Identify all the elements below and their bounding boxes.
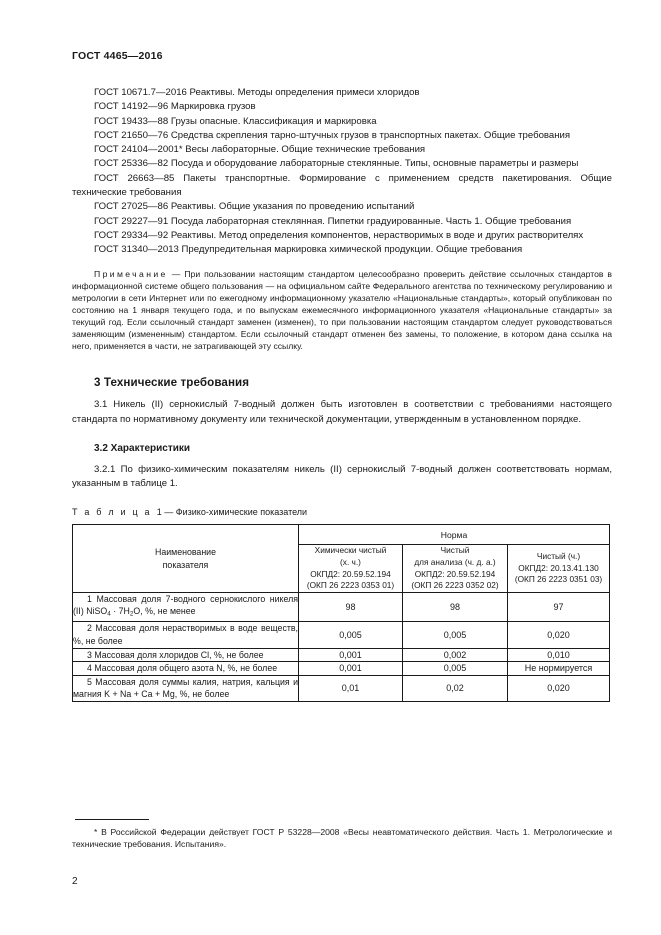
grade-line: для анализа (ч. д. а.) <box>414 557 496 567</box>
table-header-row-group <box>73 525 610 545</box>
table-cell-parameter: 3 Массовая доля хлоридов Cl, %, не более <box>73 648 299 662</box>
table-header-name-line1: Наименование <box>155 547 216 558</box>
table-cell-value: 97 <box>508 592 610 622</box>
param-subscript: 4 <box>107 610 111 618</box>
table-caption-label: Т а б л и ц а <box>72 507 152 518</box>
footnote-text: * В Российской Федерации действует ГОСТ Р 53228—2008 «Весы неавтоматического действия. Часть 1. Метрологические и технические требования. Испытания». <box>72 827 612 850</box>
table-cell-value: 0,02 <box>403 675 508 701</box>
reference-item: ГОСТ 29227—91 Посуда лабораторная стеклянная. Пипетки градуированные. Часть 1. Общие требования <box>94 215 572 227</box>
grade-line: ОКПД2: 20.59.52.194 <box>414 568 496 579</box>
param-text: 1 Массовая доля 7-водного сернокислого никеля (II) NiSO <box>73 593 298 617</box>
note-paragraph <box>72 268 612 353</box>
grade-line: (х. ч.) <box>340 557 361 567</box>
table-cell-value: 98 <box>403 592 508 622</box>
note-label: Примечание <box>94 268 168 279</box>
table-caption-number: 1 <box>156 507 162 518</box>
page-content <box>72 86 612 702</box>
param-subscript: 2 <box>129 610 134 618</box>
grade-line: (ОКП 26 2223 0353 01) <box>306 580 395 591</box>
param-text: O, %, не менее <box>133 606 196 617</box>
reference-item: ГОСТ 10671.7—2016 Реактивы. Методы определения примеси хлоридов <box>94 87 420 98</box>
table-cell-value: 0,010 <box>508 648 610 662</box>
table-cell-value: 0,005 <box>403 622 508 648</box>
grade-line: ОКПД2: 20.13.41.130 <box>518 562 599 573</box>
reference-item: ГОСТ 31340—2013 Предупредительная маркировка химической продукции. Общие требования <box>94 244 523 256</box>
clause-3-2-1: 3.2.1 По физико-химическим показателям никель (II) сернокислый 7-водный должен соответствовать нормам, указанным в таблице 1. <box>72 463 612 490</box>
reference-item: ГОСТ 21650—76 Средства скрепления тарно-штучных грузов в транспортных пакетах. Общие требования <box>94 129 571 141</box>
footnote-separator <box>75 819 149 820</box>
table-cell-value: 98 <box>299 592 403 622</box>
reference-item: ГОСТ 14192—96 Маркировка грузов <box>94 101 256 113</box>
page-number: 2 <box>72 876 78 887</box>
table-row <box>73 675 610 701</box>
table-caption-title: — Физико-химические показатели <box>164 507 308 518</box>
table-row <box>73 662 610 676</box>
reference-item: ГОСТ 29334—92 Реактивы. Метод определения компонентов, нерастворимых в воде и других растворителях <box>94 229 584 241</box>
running-head: ГОСТ 4465—2016 <box>72 50 163 62</box>
grade-line: (ОКП 26 2223 0351 03) <box>514 574 603 585</box>
clause-3-1: 3.1 Никель (II) сернокислый 7-водный должен быть изготовлен в соответствии с требованиями настоящего стандарта по нормативному документу или технической документации, утвержденным в установленном порядке. <box>72 399 612 425</box>
normative-references-list <box>72 86 612 258</box>
spacer <box>72 352 612 376</box>
table-row <box>73 592 610 622</box>
reference-item: ГОСТ 19433—88 Грузы опасные. Классификация и маркировка <box>94 115 377 127</box>
table-row <box>73 648 610 662</box>
grade-line: Химически чистый <box>314 545 387 556</box>
grade-line: (ОКП 26 2223 0352 02) <box>411 580 499 591</box>
table-cell-value: 0,020 <box>508 675 610 701</box>
section-heading-3: 3 Технические требования <box>94 376 250 390</box>
table-cell-parameter: 4 Массовая доля общего азота N, %, не более <box>73 662 299 676</box>
reference-item: ГОСТ 25336—82 Посуда и оборудование лабораторные стеклянные. Типы, основные параметры и размеры <box>94 158 579 170</box>
grade-line: Чистый (ч.) <box>536 551 581 562</box>
table-header-name <box>73 525 299 592</box>
table-cell-value: Не нормируется <box>508 662 610 676</box>
table-header-grade-3 <box>508 545 610 592</box>
table-cell-parameter: 5 Массовая доля суммы калия, натрия, кальция и магния K + Na + Ca + Mg, %, не более <box>73 675 299 701</box>
table-cell-value: 0,020 <box>508 622 610 648</box>
table-caption <box>72 507 612 517</box>
table-cell-value: 0,005 <box>403 662 508 676</box>
grade-line: ОКПД2: 20.59.52.194 <box>310 568 391 579</box>
reference-item: ГОСТ 26663—85 Пакеты транспортные. Формирование с применением средств пакетирования. Общие технические требования <box>72 172 612 199</box>
physicochemical-table <box>72 524 610 702</box>
table-header-norma: Норма <box>299 525 610 545</box>
table-cell-value: 0,002 <box>403 648 508 662</box>
table-cell-value: 0,01 <box>299 675 403 701</box>
table-cell-parameter: 2 Массовая доля нерастворимых в воде веществ, %, не более <box>73 622 299 648</box>
note-text: — При пользовании настоящим стандартом целесообразно проверить действие ссылочных стандартов в информационной системе общего пользования — на официальном сайте Федерального агентства по техническому регулированию и метрологии в сети Интернет или по ежегодному информационному указателю «Национальные стандарты», который опубликован по состоянию на 1 января текущего года, и по выпускам ежемесячного информационного указателя «Национальные стандарты» за текущий год. Если ссылочный стандарт заменен (изменен), то при пользовании настоящим стандартом следует руководствоваться заменяющим (измененным) стандартом. Если ссылочный стандарт отменен без замены, то положение, в котором дана ссылка на него, применяется в части, не затрагивающей эту ссылку. <box>72 268 612 352</box>
spacer <box>72 427 612 443</box>
table-cell-value: 0,001 <box>299 648 403 662</box>
reference-item: ГОСТ 24104—2001* Весы лабораторные. Общие технические требования <box>94 144 426 156</box>
subsection-heading-3-2: 3.2 Характеристики <box>94 442 191 454</box>
param-text: · 7H <box>110 606 130 617</box>
table-cell-value: 0,005 <box>299 622 403 648</box>
table-cell-parameter <box>73 592 299 622</box>
table-row <box>73 622 610 648</box>
reference-item: ГОСТ 27025—86 Реактивы. Общие указания по проведению испытаний <box>94 201 415 213</box>
table-header-grade-1 <box>299 545 403 592</box>
table-cell-value: 0,001 <box>299 662 403 676</box>
table-header-name-line2: показателя <box>162 559 209 570</box>
grade-line: Чистый <box>440 545 470 556</box>
table-header-grade-2 <box>403 545 508 592</box>
